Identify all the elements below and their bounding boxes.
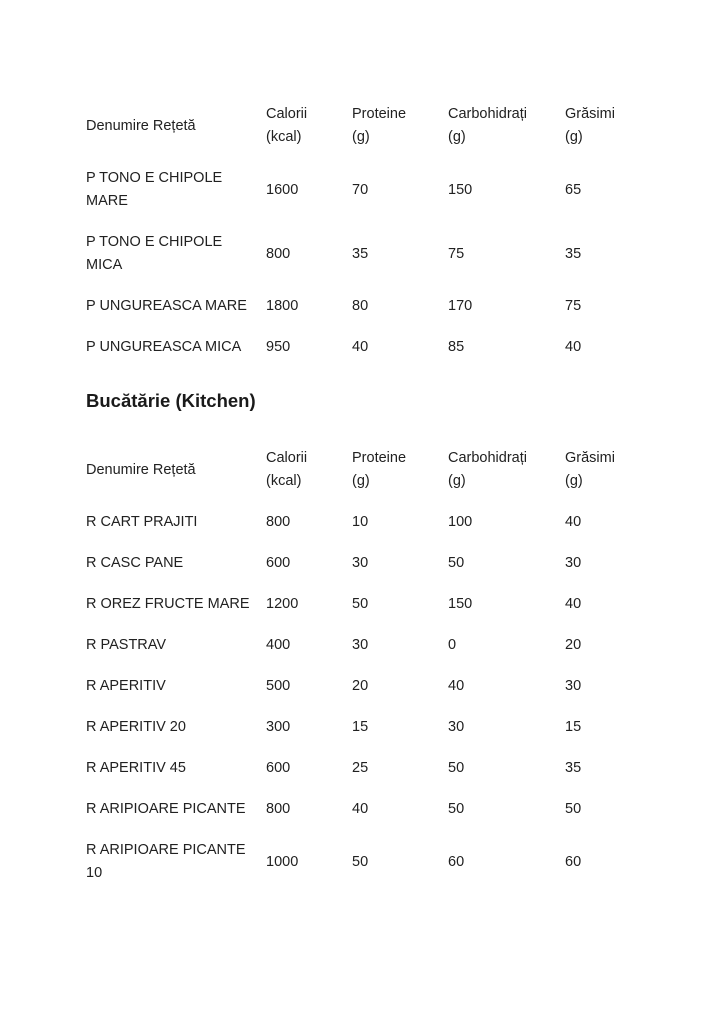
table-row — [86, 286, 660, 327]
recipe-name-cell: R CART PRAJITI — [86, 514, 198, 530]
value-cell: 40 — [565, 514, 582, 530]
column-header-label: Carbohidrați — [448, 450, 527, 466]
column-header-proteine — [352, 94, 448, 158]
table-row — [86, 584, 660, 625]
value-cell: 150 — [448, 181, 473, 198]
value-cell: 60 — [565, 853, 582, 870]
column-header-label: Calorii — [266, 450, 308, 466]
value-cell: 1800 — [266, 298, 299, 314]
column-header-denumire — [86, 438, 266, 502]
value-cell: 35 — [565, 245, 582, 262]
value-cell: 150 — [448, 596, 473, 612]
value-cell: 70 — [352, 181, 369, 198]
recipe-name-cell: R APERITIV 45 — [86, 760, 186, 776]
value-cell: 60 — [448, 853, 465, 870]
value-cell: 15 — [352, 719, 369, 735]
value-cell: 800 — [266, 514, 291, 530]
recipe-name-cell: P UNGUREASCA MICA — [86, 339, 242, 355]
column-header-unit: (g) — [565, 129, 583, 145]
recipe-name-cell: P UNGUREASCA MARE — [86, 298, 247, 314]
table-row — [86, 502, 660, 543]
value-cell: 300 — [266, 719, 291, 735]
column-header-unit: (kcal) — [266, 129, 302, 145]
value-cell: 10 — [352, 514, 369, 530]
value-cell: 80 — [352, 298, 369, 314]
nutrition-table-1 — [86, 94, 660, 368]
value-cell: 30 — [352, 555, 369, 571]
value-cell: 100 — [448, 514, 473, 530]
value-cell: 0 — [448, 637, 457, 653]
value-cell: 15 — [565, 719, 582, 735]
value-cell: 50 — [448, 801, 465, 817]
column-header-label: Proteine — [352, 450, 407, 466]
column-header-label: Proteine — [352, 106, 407, 122]
column-header-unit: (g) — [565, 473, 583, 489]
column-header-carbohidrati — [448, 438, 565, 502]
value-cell: 65 — [565, 181, 582, 198]
table-row — [86, 625, 660, 666]
column-header-label: Calorii — [266, 106, 308, 122]
recipe-name-cell: R ARIPIOARE PICANTE — [86, 801, 246, 817]
value-cell: 35 — [565, 760, 582, 776]
recipe-name-cell: P TONO E CHIPOLE MARE — [86, 170, 223, 209]
table-row — [86, 158, 660, 222]
value-cell: 800 — [266, 801, 291, 817]
column-header-label: Carbohidrați — [448, 106, 527, 122]
value-cell: 40 — [448, 678, 465, 694]
value-cell: 40 — [565, 339, 582, 355]
column-header-grasimi — [565, 94, 660, 158]
column-header-unit: (g) — [448, 129, 466, 145]
value-cell: 40 — [565, 596, 582, 612]
value-cell: 75 — [565, 298, 582, 314]
table-row — [86, 789, 660, 830]
recipe-name-cell: R CASC PANE — [86, 555, 184, 571]
value-cell: 800 — [266, 245, 291, 262]
column-header-label: Denumire Rețetă — [86, 117, 196, 134]
column-header-grasimi — [565, 438, 660, 502]
recipe-name-cell: R PASTRAV — [86, 637, 167, 653]
value-cell: 30 — [448, 719, 465, 735]
value-cell: 500 — [266, 678, 291, 694]
value-cell: 1600 — [266, 181, 299, 198]
section-heading-bucatarie: Bucătărie (Kitchen) — [86, 390, 256, 411]
value-cell: 50 — [352, 596, 369, 612]
table-row — [86, 666, 660, 707]
value-cell: 600 — [266, 555, 291, 571]
table-header-row — [86, 438, 660, 502]
column-header-unit: (g) — [352, 473, 370, 489]
value-cell: 1200 — [266, 596, 299, 612]
value-cell: 50 — [352, 853, 369, 870]
value-cell: 85 — [448, 339, 465, 355]
column-header-denumire — [86, 94, 266, 158]
value-cell: 50 — [565, 801, 582, 817]
value-cell: 30 — [352, 637, 369, 653]
value-cell: 20 — [352, 678, 369, 694]
value-cell: 600 — [266, 760, 291, 776]
column-header-unit: (kcal) — [266, 473, 302, 489]
table-row — [86, 543, 660, 584]
value-cell: 170 — [448, 298, 473, 314]
nutrition-table-2 — [86, 438, 660, 894]
table-row — [86, 222, 660, 286]
value-cell: 40 — [352, 801, 369, 817]
table-row — [86, 830, 660, 894]
table-header-row — [86, 94, 660, 158]
value-cell: 40 — [352, 339, 369, 355]
value-cell: 1000 — [266, 853, 299, 870]
table-row — [86, 748, 660, 789]
column-header-label: Denumire Rețetă — [86, 461, 196, 478]
column-header-label: Grăsimi — [565, 106, 615, 122]
value-cell: 30 — [565, 678, 582, 694]
column-header-calorii — [266, 438, 352, 502]
recipe-name-cell: R APERITIV 20 — [86, 719, 186, 735]
value-cell: 50 — [448, 760, 465, 776]
column-header-unit: (g) — [352, 129, 370, 145]
column-header-carbohidrati — [448, 94, 565, 158]
value-cell: 400 — [266, 637, 291, 653]
recipe-name-cell: R OREZ FRUCTE MARE — [86, 596, 250, 612]
column-header-proteine — [352, 438, 448, 502]
column-header-label: Grăsimi — [565, 450, 615, 466]
table-row — [86, 327, 660, 368]
value-cell: 950 — [266, 339, 291, 355]
column-header-calorii — [266, 94, 352, 158]
column-header-unit: (g) — [448, 473, 466, 489]
recipe-name-cell: P TONO E CHIPOLE MICA — [86, 234, 223, 273]
value-cell: 50 — [448, 555, 465, 571]
table-row — [86, 707, 660, 748]
recipe-name-cell: R APERITIV — [86, 678, 166, 694]
value-cell: 20 — [565, 637, 582, 653]
recipe-name-cell: R ARIPIOARE PICANTE 10 — [86, 842, 246, 881]
value-cell: 25 — [352, 760, 369, 776]
value-cell: 35 — [352, 245, 369, 262]
value-cell: 75 — [448, 245, 465, 262]
value-cell: 30 — [565, 555, 582, 571]
